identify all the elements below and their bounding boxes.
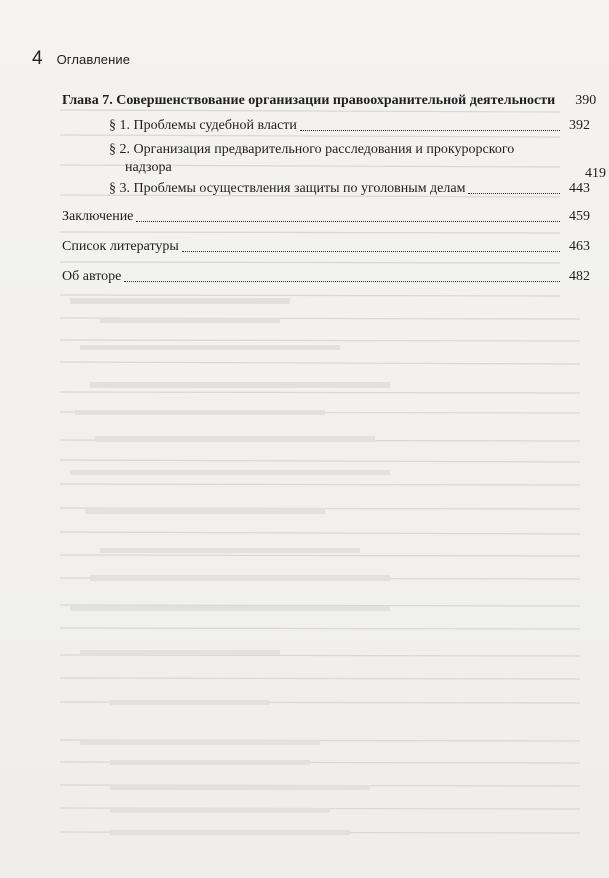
toc-entry-page: 390 [575,93,597,108]
toc-entry-chapter-7[interactable] [62,92,597,110]
toc-entry-label: Заключение [62,209,134,224]
dot-leader [124,281,560,282]
dot-leader [136,221,560,222]
toc-entry-label: Список литературы [62,239,179,254]
toc-entry-label: § 1. Проблемы судебной власти [109,118,297,133]
toc-entry-label-line-1: § 2. Организация предварительного расследования и прокурорского [109,142,515,157]
toc-entry-section-2[interactable] [62,141,606,181]
toc-entry-page: 392 [569,118,590,133]
toc-entry-page: 443 [569,181,590,196]
toc-entry-label: Глава 7. Совершенствование организации правоохранительной деятельности [62,93,556,108]
toc-entry-section-3[interactable] [62,180,590,198]
running-title: Оглавление [56,52,131,67]
toc-entry-label-line-2: надзора [125,160,172,175]
toc-entry-page: 459 [569,209,590,224]
toc-entry-label: § 3. Проблемы осуществления защиты по уголовным делам [109,181,466,196]
toc-entry-page: 482 [569,269,590,284]
dot-leader [468,193,560,194]
toc-entry-section-1[interactable] [62,117,590,135]
toc-entry-page: 419 [585,166,606,181]
dot-leader [300,130,560,131]
running-header [32,48,130,70]
toc-entry-bibliography[interactable] [62,238,590,256]
toc-entry-conclusion[interactable] [62,208,590,226]
page-number: 4 [32,48,43,69]
toc-entry-page: 463 [569,239,590,254]
dot-leader [182,251,560,252]
toc-entry-about-author[interactable] [62,268,590,286]
toc-entry-label: Об авторе [62,269,122,284]
